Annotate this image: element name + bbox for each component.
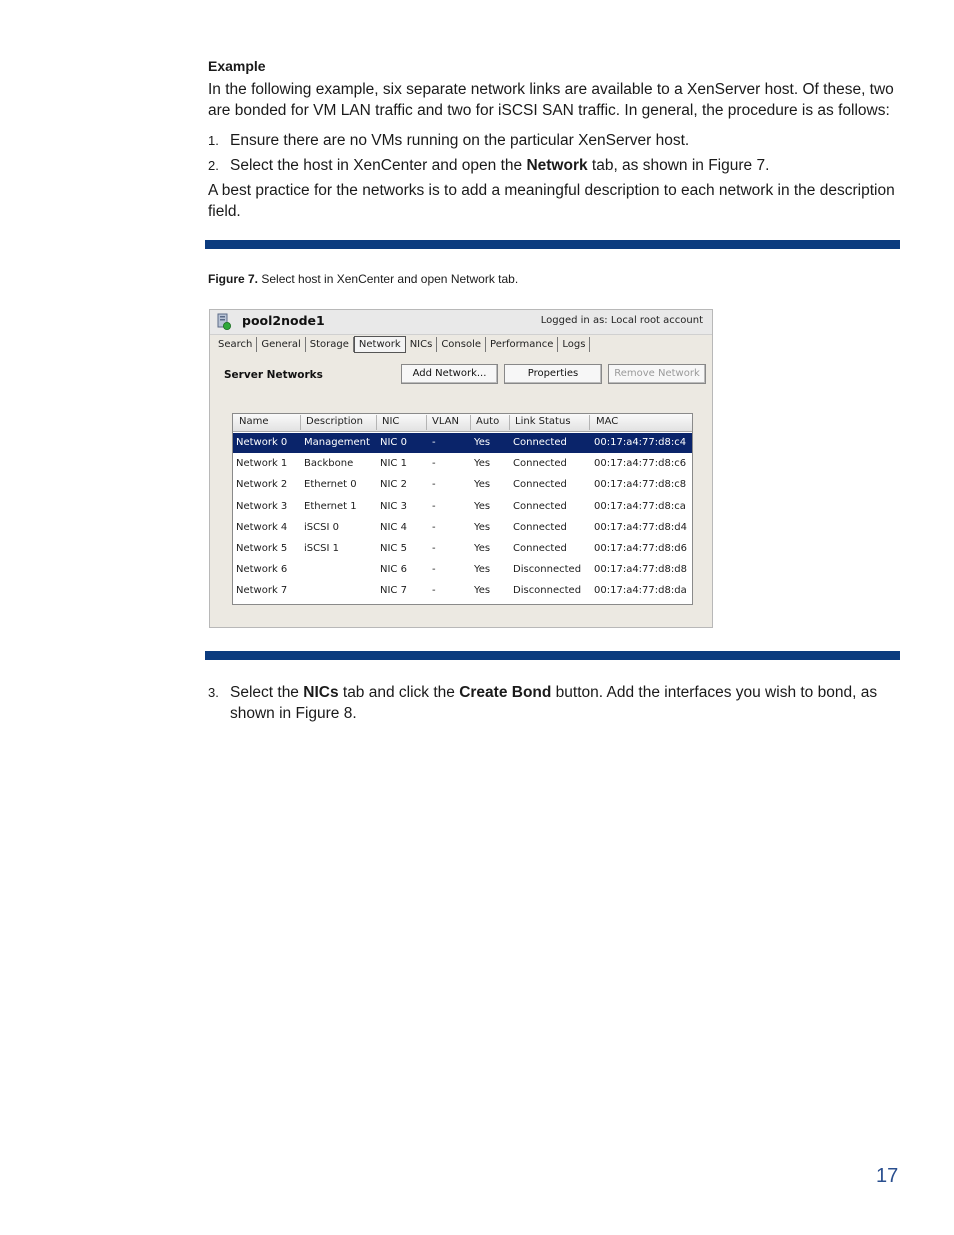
cell-description: Management <box>304 437 370 448</box>
cell-nic: NIC 4 <box>380 521 407 533</box>
cell-auto: Yes <box>474 585 491 597</box>
tab-storage[interactable]: Storage <box>306 337 354 352</box>
step-2-number: 2. <box>208 158 219 173</box>
page-number: 17 <box>876 1165 899 1187</box>
column-header-auto[interactable]: Auto <box>476 416 500 427</box>
cell-name: Network 5 <box>236 543 288 554</box>
table-row[interactable] <box>233 539 692 559</box>
column-header-vlan[interactable]: VLAN <box>432 416 459 427</box>
example-heading: Example <box>208 58 266 74</box>
cell-link-status: Connected <box>513 521 567 533</box>
step-3-mid: tab and click the <box>338 684 460 701</box>
step-3-post: button. Add the interfaces you wish to bond, as shown in Figure 8. <box>230 684 878 722</box>
table-row[interactable] <box>233 560 692 580</box>
table-row[interactable] <box>233 454 692 474</box>
cell-name: Network 6 <box>236 564 288 576</box>
server-host-icon <box>216 313 232 331</box>
cell-auto: Yes <box>474 479 491 491</box>
cell-vlan: - <box>432 543 436 554</box>
cell-auto: Yes <box>474 543 491 554</box>
xencenter-window <box>209 309 713 628</box>
host-name: pool2node1 <box>242 313 325 328</box>
column-header-name[interactable]: Name <box>239 416 269 427</box>
network-tab-content <box>212 357 710 625</box>
cell-name: Network 3 <box>236 500 288 512</box>
step-1-number: 1. <box>208 133 219 148</box>
cell-link-status: Disconnected <box>513 585 582 597</box>
properties-button[interactable]: Properties <box>504 364 602 384</box>
cell-nic: NIC 2 <box>380 479 407 491</box>
cell-link-status: Connected <box>513 500 567 512</box>
best-practice-paragraph: A best practice for the networks is to add a meaningful description to each network in the description field. <box>208 182 895 220</box>
intro-paragraph: In the following example, six separate network links are available to a XenServer host. Of these, two are bonded for VM LAN traffic and two for iSCSI SAN traffic. In general, the procedure is as follows: <box>208 81 894 119</box>
step-3-bold-nics: NICs <box>303 684 339 701</box>
table-row[interactable] <box>233 497 692 517</box>
cell-link-status: Connected <box>513 479 567 491</box>
cell-mac: 00:17:a4:77:d8:ca <box>594 500 686 512</box>
column-header-mac[interactable]: MAC <box>596 416 619 427</box>
step-3-number: 3. <box>208 685 219 700</box>
cell-name: Network 1 <box>236 458 288 470</box>
cell-auto: Yes <box>474 500 491 512</box>
step-2 <box>208 155 898 176</box>
networks-table <box>232 413 693 605</box>
cell-description: iSCSI 0 <box>304 521 339 533</box>
cell-auto: Yes <box>474 437 491 448</box>
cell-nic: NIC 6 <box>380 564 407 576</box>
cell-description: Backbone <box>304 458 354 470</box>
cell-vlan: - <box>432 585 436 597</box>
step-2-text <box>230 155 898 176</box>
step-3-text <box>230 682 898 724</box>
step-3 <box>208 682 898 724</box>
add-network-button[interactable]: Add Network... <box>401 364 498 384</box>
cell-vlan: - <box>432 479 436 491</box>
table-row[interactable] <box>233 581 692 601</box>
cell-link-status: Connected <box>513 437 567 448</box>
tab-general[interactable]: General <box>257 337 305 352</box>
cell-vlan: - <box>432 458 436 470</box>
table-row[interactable] <box>233 518 692 538</box>
column-header-link-status[interactable]: Link Status <box>515 416 571 427</box>
cell-mac: 00:17:a4:77:d8:c6 <box>594 458 687 470</box>
cell-mac: 00:17:a4:77:d8:da <box>594 585 687 597</box>
cell-link-status: Connected <box>513 543 567 554</box>
column-header-nic[interactable]: NIC <box>382 416 400 427</box>
cell-vlan: - <box>432 500 436 512</box>
cell-vlan: - <box>432 564 436 576</box>
step-1 <box>208 130 898 151</box>
cell-mac: 00:17:a4:77:d8:c4 <box>594 437 687 448</box>
tab-console[interactable]: Console <box>437 337 486 352</box>
cell-description: Ethernet 0 <box>304 479 357 491</box>
cell-mac: 00:17:a4:77:d8:d8 <box>594 564 687 576</box>
tab-performance[interactable]: Performance <box>486 337 558 352</box>
bottom-rule-bar <box>205 651 900 660</box>
table-row[interactable] <box>233 475 692 495</box>
caption-label: Figure 7. <box>208 272 259 286</box>
cell-vlan: - <box>432 437 436 448</box>
step-3-pre: Select the <box>230 684 304 701</box>
cell-link-status: Disconnected <box>513 564 582 576</box>
cell-name: Network 0 <box>236 437 288 448</box>
cell-description: Ethernet 1 <box>304 500 357 512</box>
step-2-bold: Network <box>526 157 588 174</box>
top-rule-bar <box>205 240 900 249</box>
table-row[interactable] <box>233 433 692 453</box>
cell-nic: NIC 5 <box>380 543 407 554</box>
caption-text: Select host in XenCenter and open Network tab. <box>258 272 519 286</box>
cell-name: Network 4 <box>236 521 288 533</box>
cell-mac: 00:17:a4:77:d8:c8 <box>594 479 687 491</box>
logged-in-status: Logged in as: Local root account <box>540 315 703 326</box>
tab-search[interactable]: Search <box>214 337 257 352</box>
cell-nic: NIC 7 <box>380 585 407 597</box>
cell-vlan: - <box>432 521 436 533</box>
step-3-bold-create-bond: Create Bond <box>459 684 552 701</box>
step-2-pre: Select the host in XenCenter and open the <box>230 157 527 174</box>
window-titlebar <box>210 310 712 335</box>
cell-auto: Yes <box>474 458 491 470</box>
tab-network[interactable]: Network <box>354 336 406 353</box>
cell-auto: Yes <box>474 564 491 576</box>
cell-nic: NIC 0 <box>380 437 407 448</box>
remove-network-button[interactable]: Remove Network <box>608 364 706 384</box>
cell-nic: NIC 1 <box>380 458 407 470</box>
section-title: Server Networks <box>224 369 323 381</box>
cell-description: iSCSI 1 <box>304 543 339 554</box>
cell-nic: NIC 3 <box>380 500 407 512</box>
step-1-text: Ensure there are no VMs running on the particular XenServer host. <box>230 132 690 149</box>
tab-nics[interactable]: NICs <box>406 337 438 352</box>
step-2-post: tab, as shown in Figure 7. <box>587 157 770 174</box>
column-header-description[interactable]: Description <box>306 416 363 427</box>
table-header <box>233 414 692 432</box>
cell-name: Network 2 <box>236 479 288 491</box>
figure-caption <box>208 272 518 286</box>
cell-link-status: Connected <box>513 458 567 470</box>
cell-mac: 00:17:a4:77:d8:d6 <box>594 543 687 554</box>
cell-name: Network 7 <box>236 585 288 597</box>
tab-bar <box>214 337 590 355</box>
tab-logs[interactable]: Logs <box>558 337 590 352</box>
cell-auto: Yes <box>474 521 491 533</box>
cell-mac: 00:17:a4:77:d8:d4 <box>594 521 687 533</box>
